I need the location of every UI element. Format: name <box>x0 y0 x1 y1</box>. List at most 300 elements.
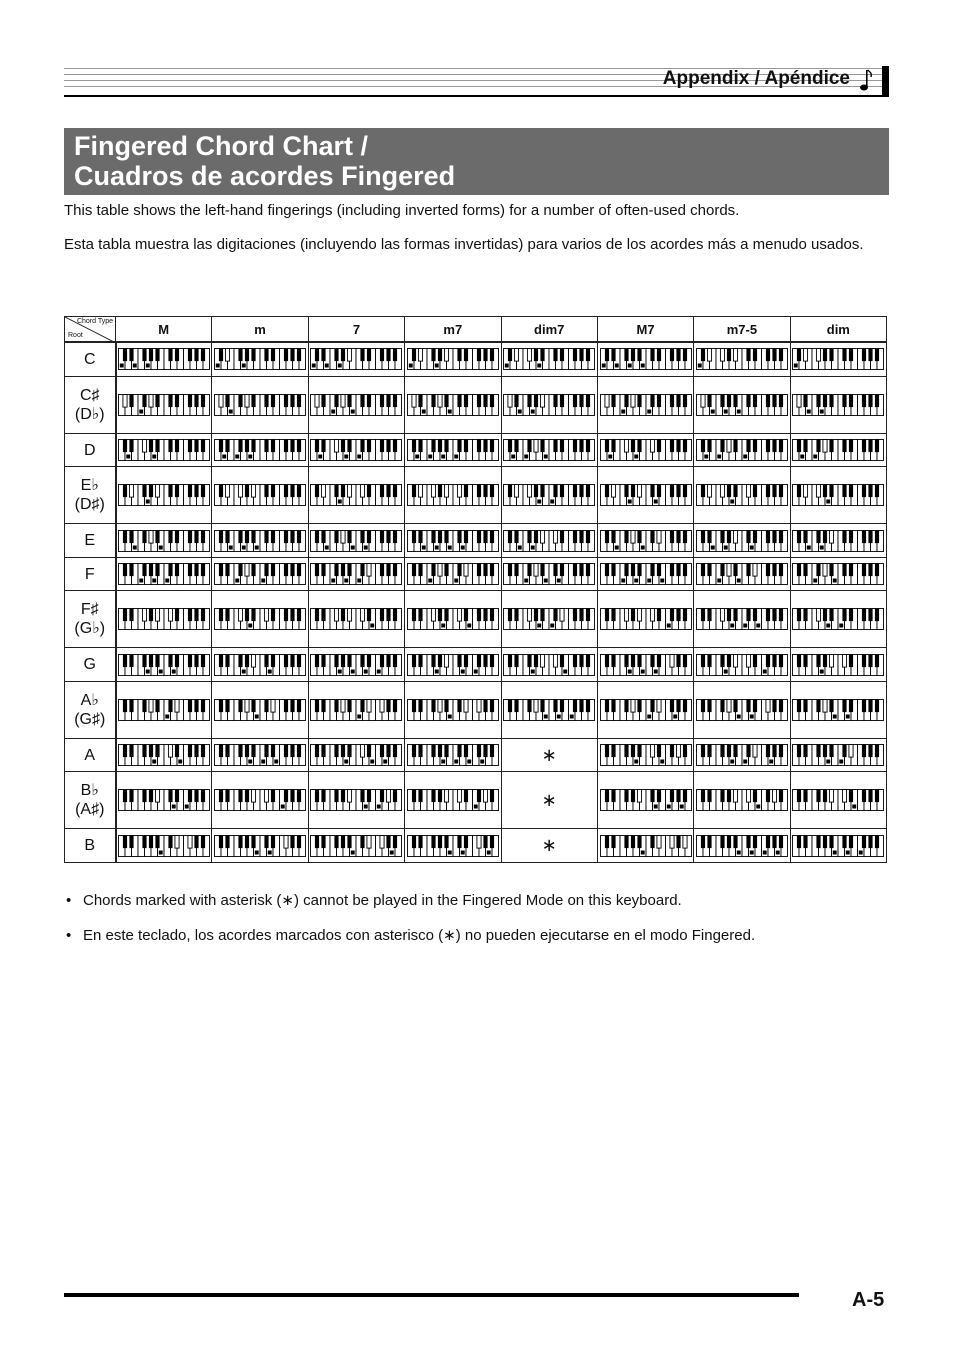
black-key <box>361 530 365 543</box>
finger-marker <box>550 624 554 628</box>
black-key <box>464 394 468 407</box>
black-key <box>830 835 834 848</box>
finger-marker <box>627 669 631 673</box>
black-key-pressed <box>245 394 249 407</box>
keyboard-diagram <box>407 348 499 370</box>
black-key <box>431 394 435 407</box>
finger-marker <box>351 850 355 854</box>
keyboard-diagram <box>310 394 402 416</box>
chord-cell <box>308 342 404 376</box>
black-key-pressed <box>637 485 641 498</box>
black-key <box>534 349 538 362</box>
black-key-pressed <box>175 835 179 848</box>
black-key <box>823 394 827 407</box>
black-key <box>701 530 705 543</box>
black-key <box>348 564 352 577</box>
finger-marker <box>544 714 548 718</box>
finger-marker <box>730 760 734 764</box>
black-key <box>129 699 133 712</box>
black-key-pressed <box>753 745 757 758</box>
black-key <box>438 485 442 498</box>
black-key-pressed <box>541 530 545 543</box>
root-cell <box>65 591 116 648</box>
finger-marker <box>833 850 837 854</box>
black-key <box>766 394 770 407</box>
finger-marker <box>717 579 721 583</box>
black-key <box>830 485 834 498</box>
black-key <box>875 440 879 453</box>
black-key <box>335 790 339 803</box>
finger-marker <box>222 455 226 459</box>
finger-marker <box>133 545 137 549</box>
finger-marker <box>820 409 824 413</box>
chord-cell <box>694 342 790 376</box>
keyboard-diagram <box>214 789 306 811</box>
black-key <box>238 394 242 407</box>
black-key <box>604 564 608 577</box>
chord-cell <box>308 738 404 772</box>
finger-marker <box>814 455 818 459</box>
black-key <box>580 530 584 543</box>
black-key <box>604 609 608 622</box>
black-key <box>387 609 391 622</box>
black-key <box>869 394 873 407</box>
chord-cell <box>501 772 597 829</box>
black-key-pressed <box>630 394 634 407</box>
black-key <box>129 349 133 362</box>
black-key <box>348 440 352 453</box>
black-key <box>869 790 873 803</box>
black-key <box>669 440 673 453</box>
black-key <box>123 745 127 758</box>
black-key <box>862 790 866 803</box>
black-key <box>554 609 558 622</box>
keyboard-diagram <box>310 348 402 370</box>
chord-cell <box>790 433 886 467</box>
black-key <box>541 485 545 498</box>
finger-marker <box>756 805 760 809</box>
black-key-pressed <box>843 790 847 803</box>
chord-cell <box>501 681 597 738</box>
black-key <box>322 790 326 803</box>
black-key <box>624 530 628 543</box>
black-key-pressed <box>264 609 268 622</box>
black-key <box>604 530 608 543</box>
black-key <box>219 609 223 622</box>
finger-marker <box>730 500 734 504</box>
black-key <box>387 394 391 407</box>
black-key <box>869 745 873 758</box>
black-key <box>701 564 705 577</box>
finger-marker <box>820 669 824 673</box>
finger-marker <box>338 669 342 673</box>
black-key <box>251 609 255 622</box>
black-key-pressed <box>335 440 339 453</box>
black-key <box>412 790 416 803</box>
column-header: 7 <box>308 317 404 343</box>
black-key <box>720 835 724 848</box>
finger-marker <box>763 850 767 854</box>
black-key <box>201 485 205 498</box>
black-key <box>290 609 294 622</box>
black-key-pressed <box>367 699 371 712</box>
black-key <box>817 530 821 543</box>
black-key <box>746 835 750 848</box>
black-key <box>341 654 345 667</box>
black-key <box>779 564 783 577</box>
black-key <box>830 745 834 758</box>
black-key <box>194 394 198 407</box>
black-key <box>290 440 294 453</box>
black-key <box>315 349 319 362</box>
finger-marker <box>653 500 657 504</box>
chord-cell <box>212 681 308 738</box>
black-key <box>245 485 249 498</box>
finger-marker <box>435 364 439 368</box>
black-key <box>290 349 294 362</box>
black-key <box>380 530 384 543</box>
black-key <box>194 835 198 848</box>
black-key <box>682 530 686 543</box>
black-key <box>797 699 801 712</box>
black-key <box>779 349 783 362</box>
bullet-icon: • <box>66 892 72 909</box>
black-key <box>155 564 159 577</box>
black-key <box>367 485 371 498</box>
keyboard-diagram <box>792 699 884 721</box>
finger-marker <box>807 409 811 413</box>
asterisk-mark: ∗ <box>541 835 557 856</box>
black-key-pressed <box>804 485 808 498</box>
chord-cell <box>212 829 308 863</box>
black-key <box>341 564 345 577</box>
chord-cell <box>405 648 501 682</box>
black-key <box>804 564 808 577</box>
black-key-pressed <box>772 790 776 803</box>
black-key <box>238 790 242 803</box>
finger-marker <box>152 579 156 583</box>
black-key <box>554 394 558 407</box>
keyboard-diagram <box>310 654 402 676</box>
keyboard-diagram <box>407 530 499 552</box>
keyboard-diagram <box>696 789 788 811</box>
black-key <box>393 654 397 667</box>
black-key <box>490 349 494 362</box>
black-key <box>490 394 494 407</box>
black-key <box>580 440 584 453</box>
black-key <box>142 790 146 803</box>
black-key-pressed <box>611 485 615 498</box>
black-key-pressed <box>528 609 532 622</box>
black-key <box>753 699 757 712</box>
black-key <box>483 835 487 848</box>
black-key <box>746 530 750 543</box>
black-key <box>387 699 391 712</box>
black-key <box>315 609 319 622</box>
black-key <box>335 699 339 712</box>
black-key-pressed <box>656 835 660 848</box>
black-key <box>387 485 391 498</box>
black-key <box>701 790 705 803</box>
finger-marker <box>827 760 831 764</box>
black-key <box>315 440 319 453</box>
black-key <box>155 699 159 712</box>
black-key <box>508 699 512 712</box>
black-key <box>849 349 853 362</box>
keyboard-diagram <box>407 439 499 461</box>
black-key <box>297 394 301 407</box>
black-key-pressed <box>624 609 628 622</box>
finger-marker <box>704 455 708 459</box>
black-key <box>284 609 288 622</box>
chord-cell <box>308 681 404 738</box>
keyboard-diagram <box>310 789 402 811</box>
black-key <box>367 790 371 803</box>
chord-cell <box>694 738 790 772</box>
black-key <box>701 485 705 498</box>
black-key-pressed <box>284 835 288 848</box>
finger-marker <box>531 409 535 413</box>
black-key <box>804 654 808 667</box>
finger-marker <box>467 760 471 764</box>
black-key <box>637 349 641 362</box>
root-label: G <box>83 656 96 674</box>
black-key <box>335 349 339 362</box>
finger-marker <box>544 455 548 459</box>
black-key <box>188 654 192 667</box>
black-key <box>175 530 179 543</box>
chord-cell <box>790 342 886 376</box>
bullet-icon: • <box>66 927 72 944</box>
black-key-pressed <box>341 394 345 407</box>
chord-cell <box>597 342 693 376</box>
finger-marker <box>364 669 368 673</box>
black-key <box>225 699 229 712</box>
black-key <box>804 530 808 543</box>
black-key <box>682 745 686 758</box>
black-key <box>188 530 192 543</box>
chord-cell <box>405 738 501 772</box>
black-key <box>335 530 339 543</box>
black-key <box>515 564 519 577</box>
black-key <box>251 699 255 712</box>
black-key <box>676 349 680 362</box>
black-key <box>431 564 435 577</box>
black-key <box>380 485 384 498</box>
column-header: m <box>212 317 308 343</box>
black-key <box>869 530 873 543</box>
black-key <box>611 530 615 543</box>
black-key <box>849 394 853 407</box>
black-key-pressed <box>650 609 654 622</box>
keyboard-diagram <box>600 835 692 857</box>
keyboard-diagram <box>600 484 692 506</box>
keyboard-diagram <box>214 348 306 370</box>
black-key-pressed <box>720 485 724 498</box>
black-key <box>490 485 494 498</box>
black-key-pressed <box>554 530 558 543</box>
black-key-pressed <box>508 394 512 407</box>
black-key <box>393 609 397 622</box>
note-text-en: Chords marked with asterisk (∗) cannot be played in the Fingered Mode on this keyboard. <box>83 892 682 909</box>
black-key <box>271 349 275 362</box>
finger-marker <box>827 624 831 628</box>
root-cell <box>65 557 116 591</box>
black-key <box>387 349 391 362</box>
black-key <box>284 485 288 498</box>
black-key <box>508 609 512 622</box>
black-key <box>457 699 461 712</box>
black-key <box>823 835 827 848</box>
finger-marker <box>679 805 683 809</box>
chord-cell <box>597 829 693 863</box>
black-key <box>175 349 179 362</box>
keyboard-diagram <box>600 439 692 461</box>
black-key-pressed <box>245 699 249 712</box>
black-key <box>155 835 159 848</box>
black-key-pressed <box>348 790 352 803</box>
corner-label-chord-type: Chord Type <box>76 318 113 325</box>
black-key <box>637 564 641 577</box>
black-key <box>290 699 294 712</box>
black-key <box>772 564 776 577</box>
black-key <box>393 790 397 803</box>
black-key <box>418 564 422 577</box>
chord-cell <box>405 829 501 863</box>
black-key-pressed <box>444 654 448 667</box>
finger-marker <box>524 455 528 459</box>
black-key <box>573 349 577 362</box>
root-cell <box>65 467 116 524</box>
chord-cell <box>405 681 501 738</box>
black-key <box>387 835 391 848</box>
black-key <box>701 349 705 362</box>
black-key-pressed <box>225 485 229 498</box>
finger-marker <box>518 545 522 549</box>
black-key <box>483 745 487 758</box>
black-key-pressed <box>650 745 654 758</box>
black-key <box>779 485 783 498</box>
black-key <box>201 530 205 543</box>
finger-marker <box>544 579 548 583</box>
black-key-pressed <box>367 564 371 577</box>
black-key <box>464 745 468 758</box>
black-key <box>650 564 654 577</box>
black-key-pressed <box>155 609 159 622</box>
black-key <box>367 349 371 362</box>
keyboard-diagram <box>503 348 595 370</box>
finger-marker <box>377 669 381 673</box>
black-key-pressed <box>843 654 847 667</box>
black-key <box>380 609 384 622</box>
black-key <box>225 394 229 407</box>
black-key <box>238 564 242 577</box>
black-key <box>823 485 827 498</box>
black-key <box>560 440 564 453</box>
black-key <box>624 485 628 498</box>
black-key <box>412 699 416 712</box>
black-key <box>251 745 255 758</box>
black-key <box>586 440 590 453</box>
black-key <box>804 835 808 848</box>
black-key <box>464 609 468 622</box>
black-key <box>772 609 776 622</box>
black-key <box>707 609 711 622</box>
chord-cell <box>694 648 790 682</box>
black-key <box>676 699 680 712</box>
black-key <box>175 790 179 803</box>
finger-marker <box>441 455 445 459</box>
black-key <box>387 654 391 667</box>
finger-marker <box>640 669 644 673</box>
black-key <box>554 349 558 362</box>
chord-row <box>65 829 887 863</box>
black-key-pressed <box>155 485 159 498</box>
chord-cell <box>694 376 790 433</box>
black-key <box>707 530 711 543</box>
black-key <box>444 530 448 543</box>
root-cell <box>65 648 116 682</box>
finger-marker <box>248 455 252 459</box>
black-key <box>464 485 468 498</box>
black-key <box>656 440 660 453</box>
black-key <box>322 530 326 543</box>
black-key <box>380 745 384 758</box>
black-key <box>766 485 770 498</box>
black-key <box>367 654 371 667</box>
black-key <box>707 835 711 848</box>
black-key <box>611 699 615 712</box>
chord-cell <box>405 342 501 376</box>
finger-marker <box>178 760 182 764</box>
finger-marker <box>640 545 644 549</box>
black-key <box>580 699 584 712</box>
black-key <box>264 745 268 758</box>
black-key <box>418 654 422 667</box>
black-key-pressed <box>534 564 538 577</box>
black-key <box>624 564 628 577</box>
finger-marker <box>474 805 478 809</box>
black-key <box>766 530 770 543</box>
finger-marker <box>172 669 176 673</box>
finger-marker <box>634 760 638 764</box>
keyboard-diagram <box>792 563 884 585</box>
finger-marker <box>351 669 355 673</box>
black-key-pressed <box>656 699 660 712</box>
finger-marker <box>146 669 150 673</box>
column-header: dim <box>790 317 886 343</box>
black-key <box>149 349 153 362</box>
chord-cell <box>790 376 886 433</box>
black-key <box>315 745 319 758</box>
keyboard-diagram <box>214 394 306 416</box>
black-key <box>201 699 205 712</box>
black-key <box>753 609 757 622</box>
black-key <box>772 394 776 407</box>
black-key <box>431 790 435 803</box>
black-key <box>843 485 847 498</box>
black-key <box>849 564 853 577</box>
black-key <box>797 564 801 577</box>
black-key-pressed <box>361 485 365 498</box>
black-key-pressed <box>168 745 172 758</box>
keyboard-diagram <box>118 563 210 585</box>
finger-marker <box>833 714 837 718</box>
black-key <box>727 485 731 498</box>
chord-cell <box>116 524 212 558</box>
black-key <box>142 394 146 407</box>
chord-cell <box>308 648 404 682</box>
